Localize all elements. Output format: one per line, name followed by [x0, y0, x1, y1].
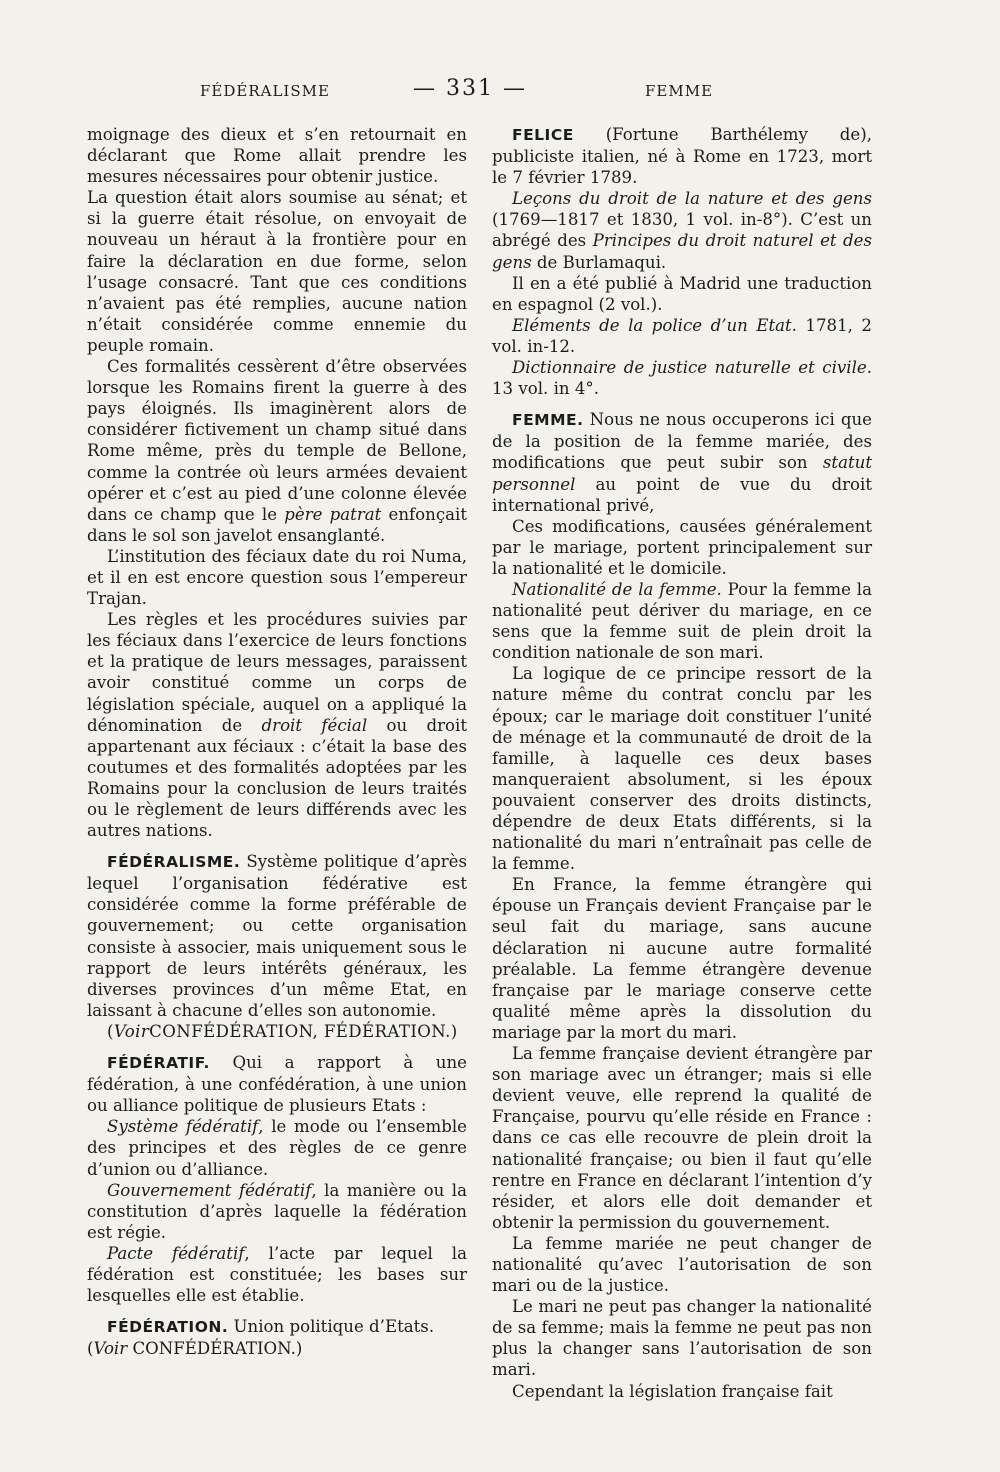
- header-right-keyword: FEMME: [645, 82, 714, 100]
- page-number: — 331 —: [413, 76, 527, 101]
- paragraph: L’institution des féciaux date du roi Numa, et il en est encore question sous l’empereur Trajan.: [87, 546, 467, 609]
- cross-reference: (Voir CONFÉDÉRATION.): [87, 1339, 303, 1359]
- entry-heading: FÉDÉRALISME.: [107, 853, 241, 872]
- right-column: [492, 124, 873, 1401]
- paragraph: Ces modifications, causées généralement par le mariage, portent principalement sur la nationalité et le domicile.: [492, 516, 872, 578]
- entry-federalisme: FÉDÉRALISME. Système politique d’après lequel l’organisation fédérative est considérée comme la forme préférable de gouvernement; ou cette organisation consiste à associer, mais uniquement sous le rapport de leurs intérêts généraux, les diverses provinces d’un même Etat, en laissant à chacune d’elles son autonomie.: [87, 852, 467, 1020]
- running-header: [0, 76, 1000, 106]
- paragraph: En France, la femme étrangère qui épouse un Français devient Française par le seul fait du mariage, sans aucune déclaration ni aucune autre formalité préalable. La femme étrangère devenue française par le mariage conserve cette qualité même après la dissolution du mariage par la mort du mari.: [492, 875, 872, 1042]
- paragraph: Eléments de la police d’un Etat. 1781, 2 vol. in-12.: [492, 315, 872, 356]
- entry-federation: FÉDÉRATION. Union politique d’Etats.: [107, 1317, 435, 1337]
- paragraph: Dictionnaire de justice naturelle et civile. 13 vol. in 4°.: [492, 358, 872, 399]
- paragraph: Ces formalités cessèrent d’être observées lorsque les Romains firent la guerre à des pays éloignés. Ils imaginèrent alors de considérer fictivement un champ situé dans Rome même, près du temple de Bellone, comme la contrée où leurs armées devaient opérer et c’est au pied d’une colonne élevée dans ce champ que le père patrat enfonçait dans le sol son javelot ensanglanté.: [87, 357, 467, 545]
- paragraph: Cependant la législation française fait: [512, 1381, 833, 1401]
- left-column: [87, 124, 468, 1359]
- paragraph: Système fédératif, le mode ou l’ensemble des principes et des règles de ce genre d’union ou d’alliance.: [87, 1117, 467, 1179]
- paragraph: Les règles et les procédures suivies par les féciaux dans l’exercice de leurs fonctions et la pratique de leurs messages, paraissent avoir constitué comme un corps de législation spéciale, auquel on a appliqué la dénomination de droit fécial ou droit appartenant aux féciaux : c’était la base des coutumes et des formalités adoptées par les Romains pour la conclusion de leurs traités ou le règlement de leurs différends avec les autres nations.: [87, 610, 468, 841]
- entry-heading: FEMME.: [512, 411, 584, 430]
- entry-heading: FELICE: [512, 126, 574, 144]
- paragraph: La femme mariée ne peut changer de nationalité qu’avec l’autorisation de son mari ou de la justice.: [492, 1233, 872, 1296]
- entry-federatif: FÉDÉRATIF. Qui a rapport à une fédération, à une confédération, à une union ou alliance politique de plusieurs Etats :: [87, 1053, 467, 1116]
- paragraph: La femme française devient étrangère par son mariage avec un étranger; mais si elle devient veuve, elle reprend la qualité de Française, pourvu qu’elle réside en France : dans ce cas elle recouvre de plein droit la nationalité française; ou bien il faut qu’elle rentre en France en déclarant l’intention d’y résider, et alors elle doit demander et obtenir la permission du gouvernement.: [492, 1044, 872, 1232]
- paragraph: Nationalité de la femme. Pour la femme la nationalité peut dériver du mariage, en ce sens que la femme suit de plein droit la condition nationale de son mari.: [492, 579, 872, 663]
- entry-felice: FELICE (Fortune Barthélemy de), publiciste italien, né à Rome en 1723, mort le 7 février 1789.: [492, 125, 872, 188]
- cross-reference: (VoirCONFÉDÉRATION, FÉDÉRATION.): [107, 1021, 458, 1041]
- paragraph: Leçons du droit de la nature et des gens (1769—1817 et 1830, 1 vol. in-8°). C’est un abrégé des Principes du droit naturel et des gens de Burlamaqui.: [492, 189, 873, 272]
- entry-heading: FÉDÉRATIF.: [107, 1054, 210, 1073]
- paragraph: Le mari ne peut pas changer la nationalité de sa femme; mais la femme ne peut pas non plus la changer sans l’autorisation de son mari.: [492, 1297, 872, 1380]
- entry-heading: FÉDÉRATION.: [107, 1318, 229, 1337]
- paragraph: moignage des dieux et s’en retournait en déclarant que Rome allait prendre les mesures nécessaires pour obtenir justice.: [87, 125, 467, 187]
- paragraph: Il en a été publié à Madrid une traduction en espagnol (2 vol.).: [492, 273, 872, 314]
- paragraph: La question était alors soumise au sénat; et si la guerre était résolue, on envoyait de nouveau un héraut à la frontière pour en faire la déclaration en due forme, selon l’usage consacré. Tant que ces conditions n’avaient pas été remplies, aucune nation n’était considérée comme ennemie du peuple romain.: [87, 188, 467, 355]
- header-left-keyword: FÉDÉRALISME: [200, 82, 330, 100]
- paragraph: Pacte fédératif, l’acte par lequel la fédération est constituée; les bases sur lesquelles elle est établie.: [87, 1243, 467, 1306]
- paragraph: Gouvernement fédératif, la manière ou la constitution d’après laquelle la fédération est régie.: [87, 1180, 467, 1242]
- paragraph: La logique de ce principe ressort de la nature même du contrat conclu par les époux; car le mariage doit constituer l’unité de ménage et la communauté de droit de la famille, à laquelle ces deux bases manqueraient absolument, si les époux pouvaient conserver des droits distincts, dépendre de deux Etats différents, si la nationalité du mari n’entraînait pas celle de la femme.: [492, 664, 872, 874]
- entry-femme: FEMME. Nous ne nous occuperons ici que de la position de la femme mariée, des modifications que peut subir son statut personnel au point de vue du droit international privé,: [492, 410, 872, 515]
